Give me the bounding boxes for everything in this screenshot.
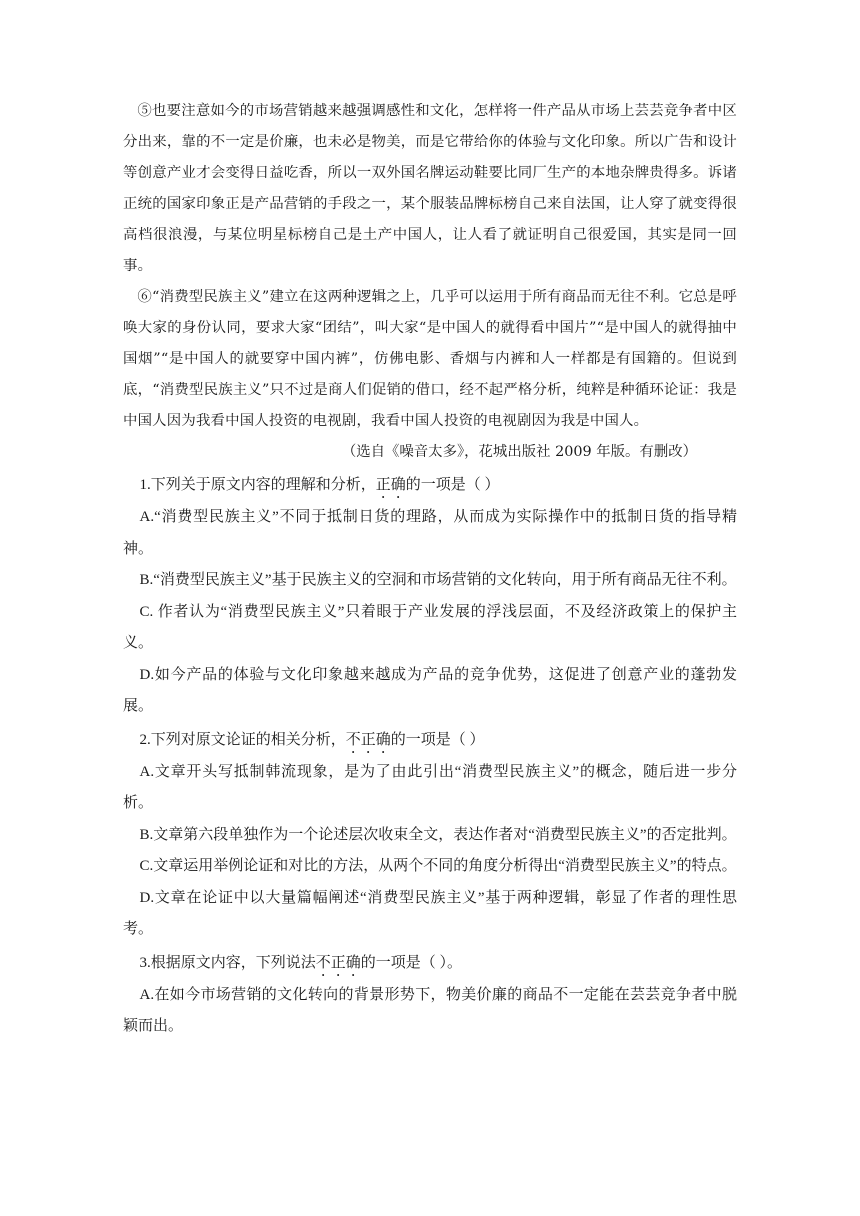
- source-citation: （选自《噪音太多》，花城出版社 2009 年版。有删改）: [341, 444, 697, 460]
- question-stem: [123, 948, 737, 980]
- stem-text: 2.下列对原文论证的相关分析，: [139, 731, 346, 748]
- option-b: B.文章第六段单独作为一个论述层次收束全文，表达作者对“消费型民族主义”的否定批判。: [139, 826, 737, 843]
- question-2: [123, 725, 737, 946]
- option-d: D.如今产品的体验与文化印象越来越成为产品的竞争优势，这促进了创意产业的蓬勃发展。: [123, 666, 737, 714]
- question-stem: [123, 470, 737, 502]
- stem-text: 的一项是（ ）: [390, 731, 485, 748]
- option-a: A.“消费型民族主义”不同于抵制日货的理路，从而成为实际操作中的抵制日货的指导精神。: [123, 509, 737, 557]
- stem-text: 3.根据原文内容，下列说法: [139, 954, 316, 971]
- stem-text: 1.下列关于原文内容的理解和分析，: [139, 477, 376, 493]
- emphasis-dotted-word: 不正确: [345, 731, 391, 748]
- emphasis-dotted-word: 不正确: [315, 954, 361, 971]
- emphasis-dotted-word: 正确: [375, 477, 406, 493]
- document-page: [123, 96, 737, 1043]
- option-d: D.文章在论证中以大量篇幅阐述“消费型民族主义”基于两种逻辑，彰显了作者的理性思考。: [123, 889, 737, 937]
- stem-text: 的一项是（ ）。: [360, 954, 463, 971]
- option-b: B.“消费型民族主义”基于民族主义的空洞和市场营销的文化转向，用于所有商品无往不利。: [139, 572, 737, 588]
- paragraph-6: ⑥“消费型民族主义”建立在这两种逻辑之上，几乎可以运用于所有商品而无往不利。它总是呼唤大家的身份认同，要求大家“团结”，叫大家“是中国人的就得看中国片”“是中国人的就得抽中国烟”“是中国人的就要穿中国内裤”，仿佛电影、香烟与内裤和人一样都是有国籍的。但说到底，“消费型民族主义”只不过是商人们促销的借口，经不起严格分析，纯粹是种循环论证：我是中国人因为我看中国人投资的电视剧，我看中国人投资的电视剧因为我是中国人。: [123, 289, 737, 429]
- question-1: [123, 470, 737, 723]
- option-a: A.在如今市场营销的文化转向的背景形势下，物美价廉的商品不一定能在芸芸竞争者中脱颖而出。: [123, 986, 737, 1034]
- stem-text: 的一项是（ ）: [405, 477, 500, 493]
- option-c: C.文章运用举例论证和对比的方法，从两个不同的角度分析得出“消费型民族主义”的特点。: [139, 858, 737, 874]
- option-a: A.文章开头写抵制韩流现象，是为了由此引出“消费型民族主义”的概念，随后进一步分析。: [123, 763, 737, 811]
- question-3: [123, 948, 737, 1043]
- paragraph-5: ⑤也要注意如今的市场营销越来越强调感性和文化，怎样将一件产品从市场上芸芸竞争者中区分出来，靠的不一定是价廉，也未必是物美，而是它带给你的体验与文化印象。所以广告和设计等创意产业才会变得日益吃香，所以一双外国名牌运动鞋要比同厂生产的本地杂牌贵得多。诉诸正统的国家印象正是产品营销的手段之一，某个服装品牌标榜自己来自法国，让人穿了就变得很高档很浪漫，与某位明星标榜自己是土产中国人，让人看了就证明自己很爱国，其实是同一回事。: [123, 103, 737, 274]
- question-stem: [123, 725, 737, 757]
- option-c: C. 作者认为“消费型民族主义”只着眼于产业发展的浮浅层面，不及经济政策上的保护主义。: [123, 603, 737, 651]
